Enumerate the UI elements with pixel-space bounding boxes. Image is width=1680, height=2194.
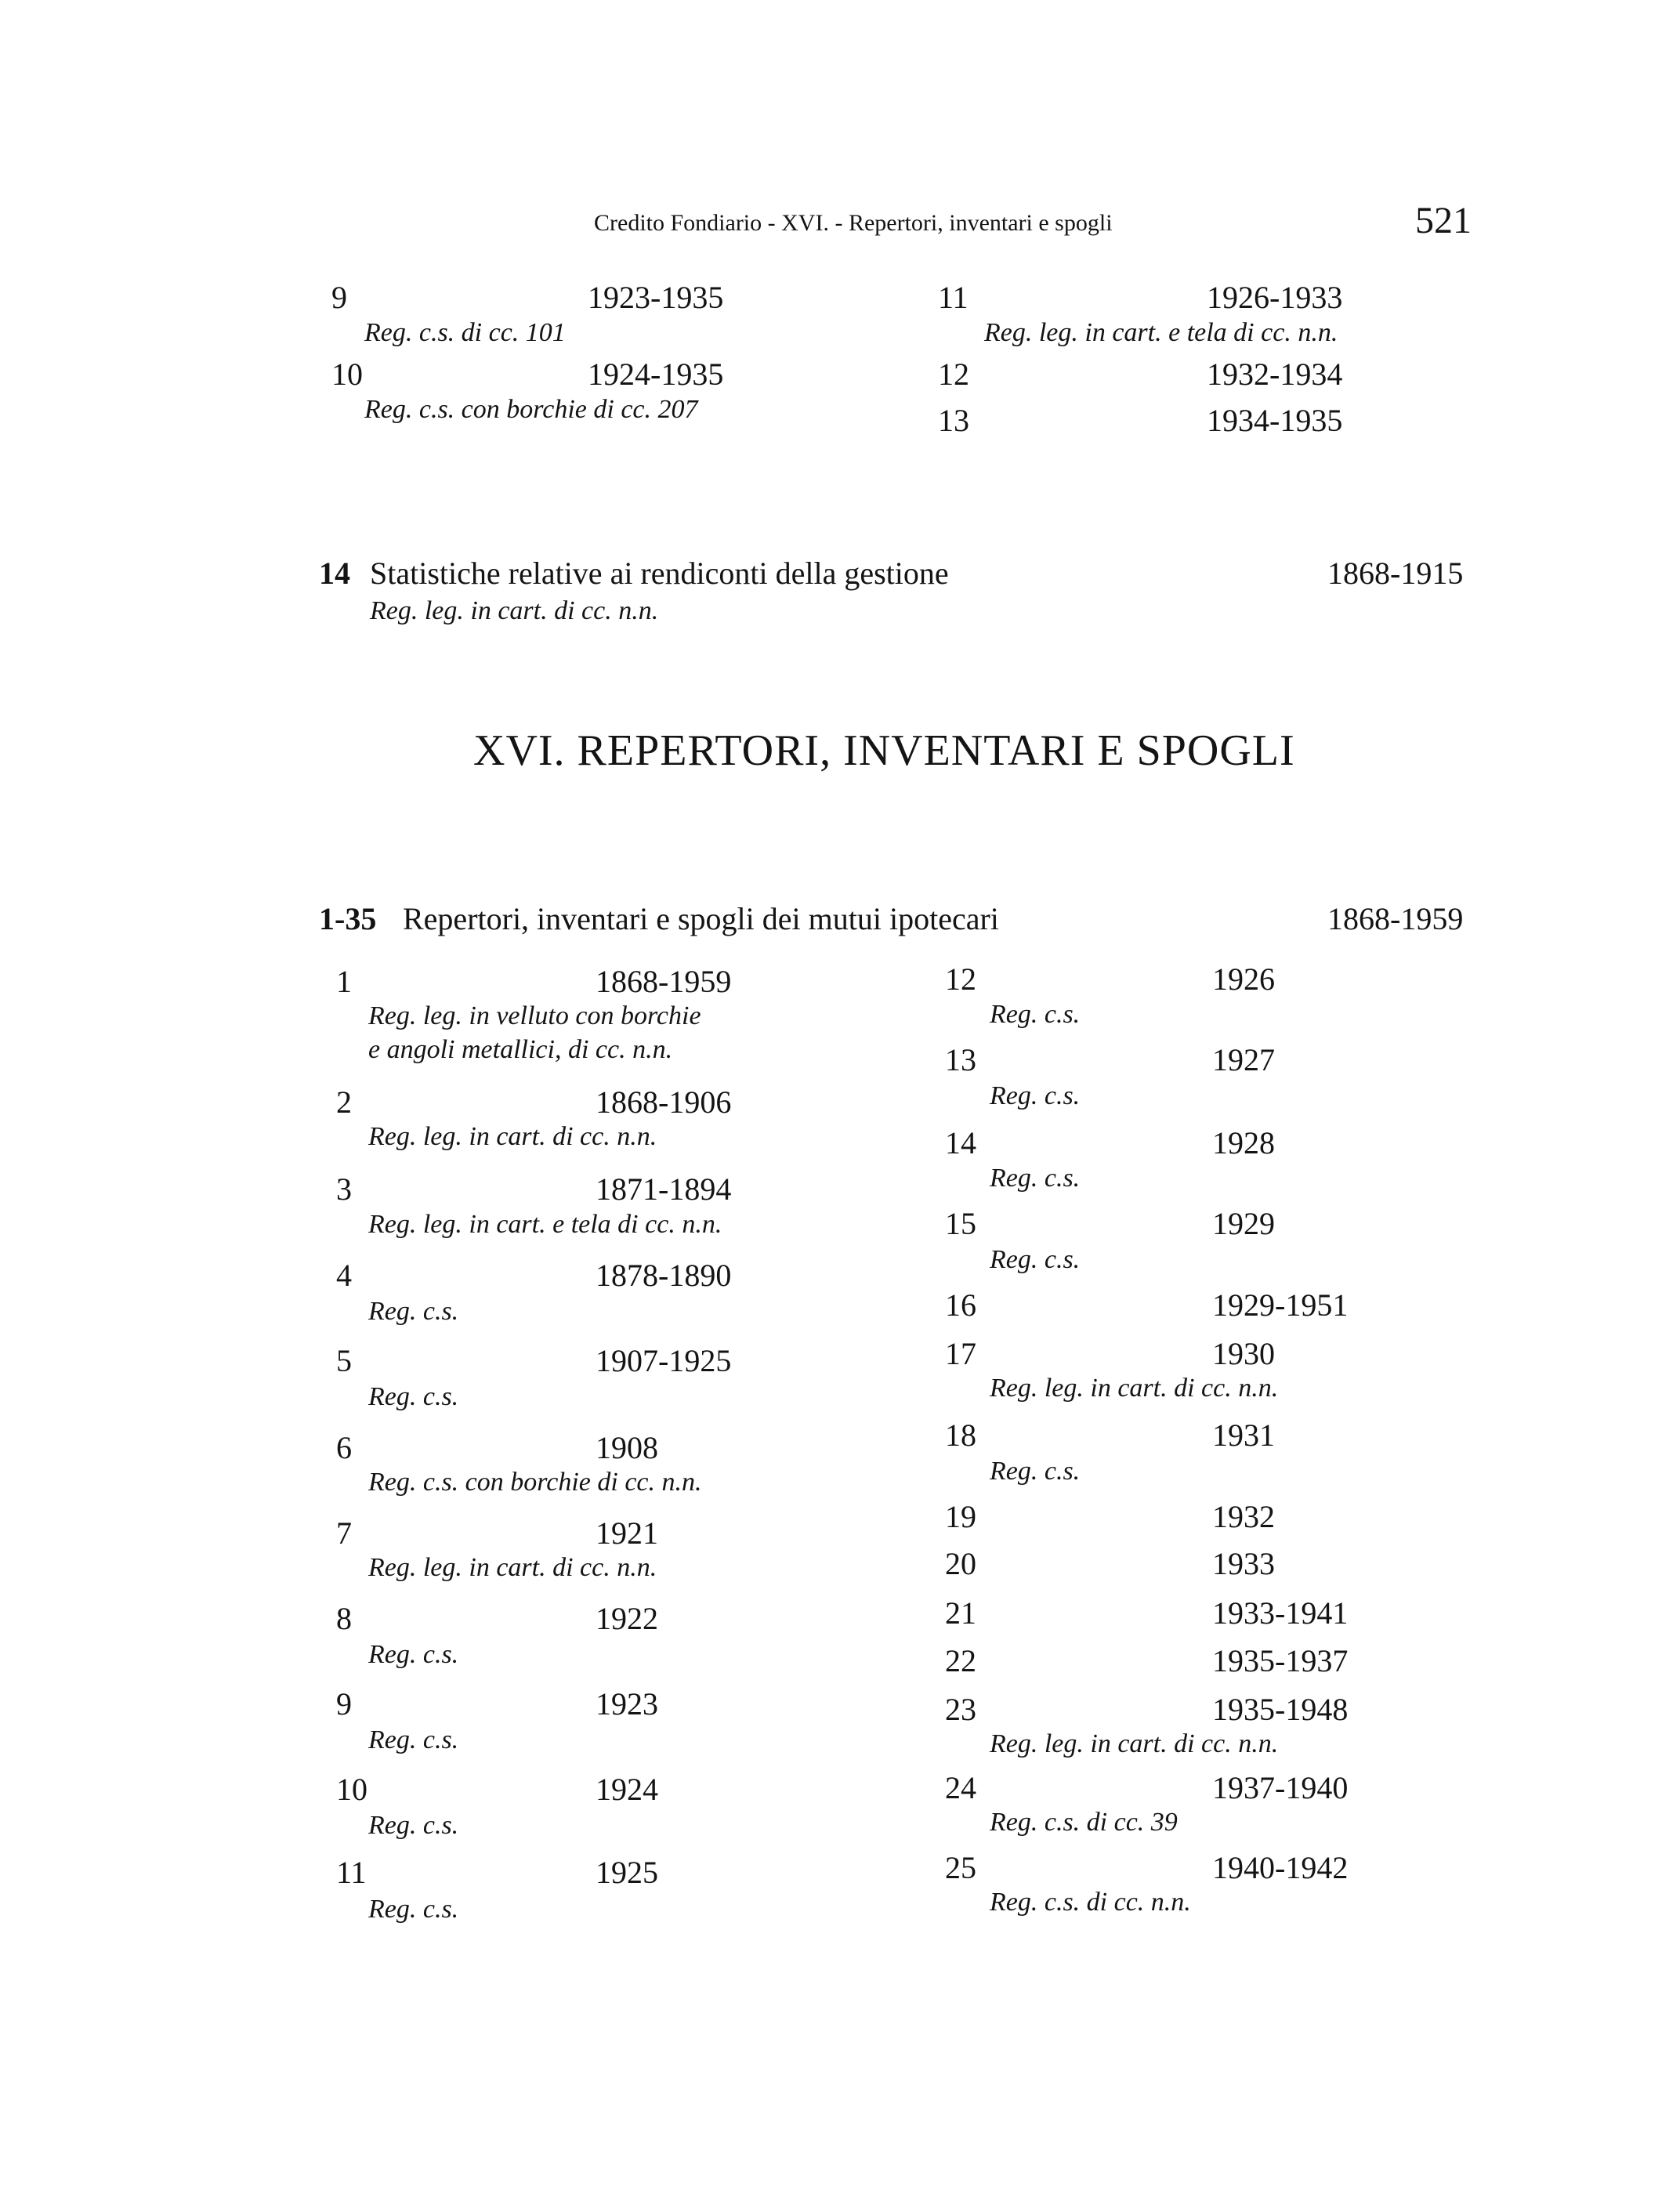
item-description: Reg. leg. in cart. di cc. n.n. (368, 1121, 657, 1151)
item-description: Reg. c.s. (368, 1639, 459, 1669)
item-number: 8 (336, 1601, 352, 1637)
entry-description: Reg. leg. in cart. di cc. n.n. (370, 596, 659, 625)
entry-title: Statistiche relative ai rendiconti della gestione (370, 556, 949, 591)
item-description: Reg. c.s. (990, 1000, 1081, 1030)
item-number: 6 (336, 1430, 352, 1466)
entry-date: 1868-1915 (1327, 556, 1464, 591)
item-date: 1935-1948 (1212, 1692, 1349, 1728)
item-number: 25 (945, 1850, 976, 1886)
item-date: 1923-1935 (588, 279, 724, 315)
item-number: 2 (336, 1084, 352, 1120)
item-date: 1930 (1212, 1336, 1275, 1372)
item-number: 1 (336, 964, 352, 1000)
item-description: Reg. c.s. di cc. n.n. (990, 1888, 1191, 1917)
item-description: Reg. c.s. (990, 1244, 1081, 1274)
item-number: 19 (945, 1498, 976, 1534)
item-description-line2: e angoli metallici, di cc. n.n. (368, 1034, 673, 1064)
item-number: 20 (945, 1546, 976, 1582)
item-description: Reg. c.s. (990, 1164, 1081, 1193)
item-date: 1922 (596, 1601, 658, 1637)
item-number: 9 (336, 1686, 352, 1722)
item-number: 11 (336, 1854, 367, 1890)
item-date: 1871-1894 (596, 1171, 732, 1207)
item-description: Reg. leg. in cart. di cc. n.n. (368, 1553, 657, 1583)
item-number: 3 (336, 1171, 352, 1207)
item-description: Reg. c.s. di cc. 39 (990, 1808, 1178, 1837)
item-date: 1927 (1212, 1042, 1275, 1078)
item-date: 1932-1934 (1207, 356, 1343, 392)
item-date: 1907-1925 (596, 1343, 732, 1379)
item-date: 1932 (1212, 1498, 1275, 1534)
item-description: Reg. c.s. (990, 1456, 1081, 1486)
item-number: 11 (938, 279, 969, 315)
item-description: Reg. leg. in cart. e tela di cc. n.n. (984, 318, 1338, 348)
item-number: 13 (945, 1042, 976, 1078)
item-date: 1929 (1212, 1206, 1275, 1242)
page-number: 521 (1415, 200, 1472, 241)
item-description: Reg. c.s. con borchie di cc. 207 (364, 395, 698, 425)
item-date: 1933-1941 (1212, 1595, 1349, 1631)
item-description: Reg. c.s. (368, 1382, 459, 1412)
item-number: 24 (945, 1770, 976, 1806)
item-number: 9 (331, 279, 347, 315)
item-date: 1925 (596, 1854, 658, 1890)
item-date: 1937-1940 (1212, 1770, 1349, 1806)
item-number: 10 (331, 356, 363, 392)
item-number: 15 (945, 1206, 976, 1242)
item-number: 10 (336, 1772, 368, 1808)
item-date: 1928 (1212, 1124, 1275, 1160)
series-title: Repertori, inventari e spogli dei mutui ipotecari (403, 901, 999, 936)
item-description: Reg. leg. in cart. e tela di cc. n.n. (368, 1210, 722, 1240)
series-date: 1868-1959 (1327, 901, 1464, 936)
running-title: Credito Fondiario - XVI. - Repertori, inventari e spogli (594, 210, 1113, 236)
item-description: Reg. c.s. (368, 1810, 459, 1840)
item-number: 23 (945, 1692, 976, 1728)
item-description: Reg. c.s. (368, 1894, 459, 1924)
item-number: 22 (945, 1642, 976, 1678)
item-date: 1934-1935 (1207, 402, 1343, 438)
item-description: Reg. c.s. di cc. 101 (364, 318, 566, 348)
item-date: 1868-1906 (596, 1084, 732, 1120)
item-number: 12 (945, 961, 976, 997)
item-date: 1878-1890 (596, 1258, 732, 1294)
item-date: 1931 (1212, 1417, 1275, 1454)
item-description: Reg. leg. in velluto con borchie (368, 1001, 701, 1031)
item-number: 16 (945, 1287, 976, 1323)
item-date: 1921 (596, 1515, 658, 1551)
item-number: 13 (938, 402, 969, 438)
item-date: 1929-1951 (1212, 1287, 1349, 1323)
item-description: Reg. c.s. (990, 1081, 1081, 1110)
item-date: 1923 (596, 1686, 658, 1722)
section-heading: XVI. REPERTORI, INVENTARI E SPOGLI (473, 726, 1295, 775)
item-date: 1868-1959 (596, 964, 732, 1000)
item-description: Reg. c.s. con borchie di cc. n.n. (368, 1468, 702, 1497)
item-number: 21 (945, 1595, 976, 1631)
item-number: 12 (938, 356, 969, 392)
item-date: 1924-1935 (588, 356, 724, 392)
item-number: 14 (945, 1124, 976, 1160)
item-description: Reg. leg. in cart. di cc. n.n. (990, 1729, 1279, 1759)
item-number: 4 (336, 1258, 352, 1294)
item-date: 1935-1937 (1212, 1642, 1349, 1678)
item-date: 1924 (596, 1772, 658, 1808)
entry-number: 14 (319, 556, 350, 591)
item-number: 5 (336, 1343, 352, 1379)
item-date: 1933 (1212, 1546, 1275, 1582)
item-number: 7 (336, 1515, 352, 1551)
item-date: 1926-1933 (1207, 279, 1343, 315)
item-description: Reg. c.s. (368, 1725, 459, 1754)
item-description: Reg. c.s. (368, 1297, 459, 1327)
item-date: 1908 (596, 1430, 658, 1466)
item-description: Reg. leg. in cart. di cc. n.n. (990, 1374, 1279, 1403)
series-range: 1-35 (319, 901, 377, 936)
item-number: 18 (945, 1417, 976, 1454)
item-number: 17 (945, 1336, 976, 1372)
item-date: 1926 (1212, 961, 1275, 997)
item-date: 1940-1942 (1212, 1850, 1349, 1886)
